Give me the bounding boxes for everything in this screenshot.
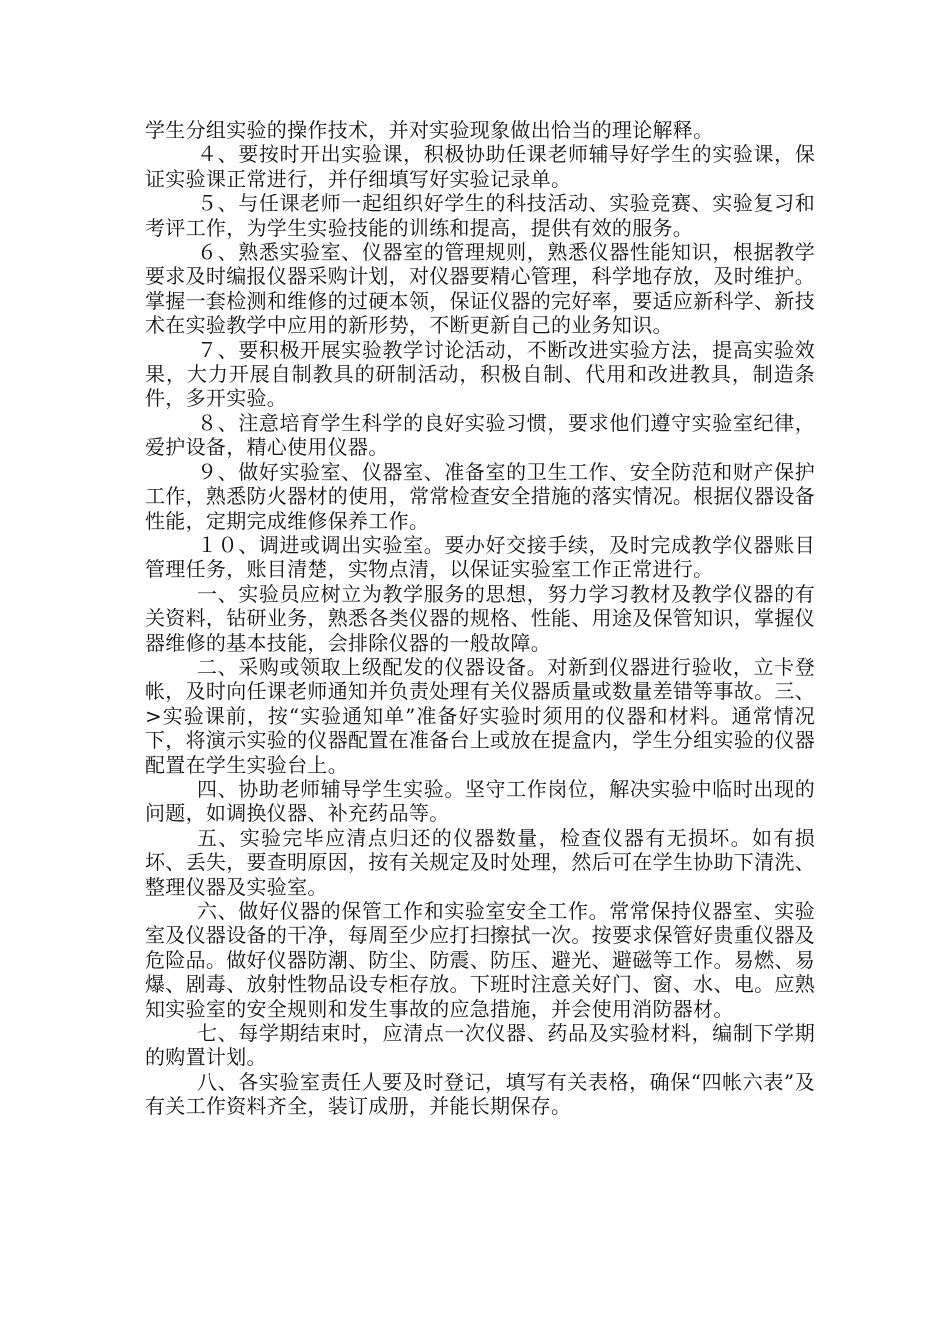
paragraph-section-6: 六、做好仪器的保管工作和实验室安全工作。常常保持仪器室、实验室及仪器设备的干净，每周至少应打扫擦拭一次。按要求保管好贵重仪器及危险品。做好仪器防潮、防尘、防震、防压、避光、避磁等工作。易燃、易爆、剧毒、放射性物品设专柜存放。下班时注意关好门、窗、水、电。应熟知实验室的安全规则和发生事故的应急措施，并会使用消防器材。 xyxy=(145,899,815,1021)
paragraph-continuation: 学生分组实验的操作技术，并对实验现象做出恰当的理论解释。 xyxy=(145,118,714,142)
paragraph-item-9: ９、做好实验室、仪器室、准备室的卫生工作、安全防范和财产保护工作，熟悉防火器材的使用，常常检查安全措施的落实情况。根据仪器设备性能，定期完成维修保养工作。 xyxy=(145,459,815,533)
paragraph-section-1: 一、实验员应树立为教学服务的思想，努力学习教材及教学仪器的有关资料，钻研业务，熟悉各类仪器的规格、性能、用途及保管知识，掌握仪器维修的基本技能，会排除仪器的一般故障。 xyxy=(145,581,815,655)
document-body xyxy=(145,118,815,1119)
paragraph-item-8: ８、注意培育学生科学的良好实验习惯，要求他们遵守实验室纪律，爱护设备，精心使用仪器。 xyxy=(145,410,815,460)
paragraph-item-7: ７、要积极开展实验教学讨论活动，不断改进实验方法，提高实验效果，大力开展自制教具的研制活动，积极自制、代用和改进教具，制造条件，多开实验。 xyxy=(145,337,815,411)
paragraph-item-4: ４、要按时开出实验课，积极协助任课老师辅导好学生的实验课，保证实验课正常进行，并仔细填写好实验记录单。 xyxy=(145,142,815,191)
paragraph-item-5: ５、与任课老师一起组织好学生的科技活动、实验竞赛、实验复习和考评工作，为学生实验技能的训练和提高，提供有效的服务。 xyxy=(145,191,815,240)
paragraph-section-8: 八、各实验室责任人要及时登记，填写有关表格，确保“四帐六表”及有关工作资料齐全，装订成册，并能长期保存。 xyxy=(145,1069,815,1119)
paragraph-section-7: 七、每学期结束时，应清点一次仪器、药品及实验材料，编制下学期的购置计划。 xyxy=(145,1021,815,1070)
paragraph-section-2: 二、采购或领取上级配发的仪器设备。对新到仪器进行验收，立卡登帐，及时向任课老师通知并负责处理有关仪器质量或数量差错等事故。三、>实验课前，按“实验通知单”准备好实验时须用的仪器和材料。通常情况下，将演示实验的仪器配置在准备台上或放在提盒内，学生分组实验的仪器配置在学生实验台上。 xyxy=(145,654,815,777)
paragraph-section-5: 五、实验完毕应清点归还的仪器数量，检查仪器有无损坏。如有损坏、丢失，要查明原因，按有关规定及时处理，然后可在学生协助下清洗、整理仪器及实验室。 xyxy=(145,825,815,899)
paragraph-section-4: 四、协助老师辅导学生实验。坚守工作岗位，解决实验中临时出现的问题，如调换仪器、补充药品等。 xyxy=(145,776,815,826)
paragraph-item-6: ６、熟悉实验室、仪器室的管理规则，熟悉仪器性能知识，根据教学要求及时编报仪器采购计划，对仪器要精心管理，科学地存放，及时维护。掌握一套检测和维修的过硬本领，保证仪器的完好率，要适应新科学、新技术在实验教学中应用的新形势，不断更新自己的业务知识。 xyxy=(145,240,815,338)
paragraph-item-10: １０、调进或调出实验室。要办好交接手续，及时完成教学仪器账目管理任务，账目清楚，实物点清，以保证实验室工作正常进行。 xyxy=(145,532,815,582)
